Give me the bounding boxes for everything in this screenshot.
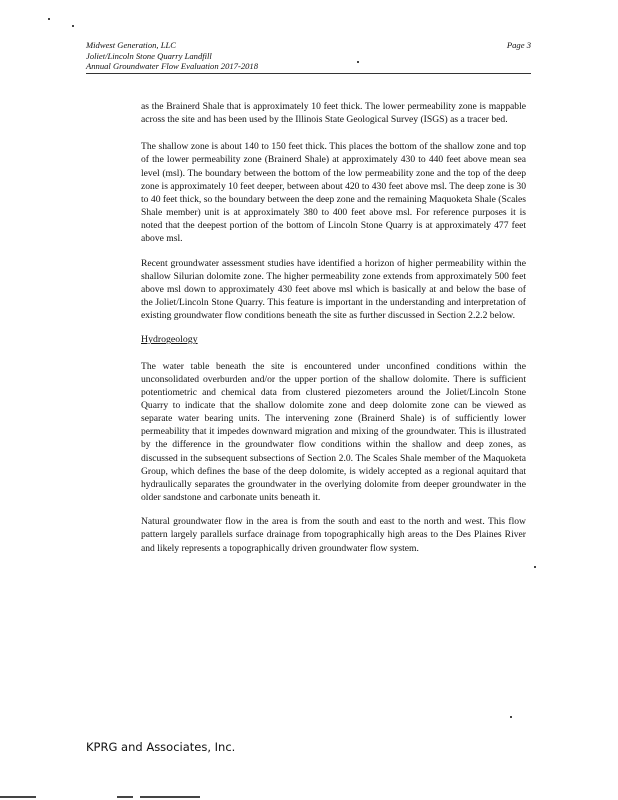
footer-company: KPRG and Associates, Inc.	[86, 740, 236, 754]
scan-speck	[534, 566, 536, 568]
header-site: Joliet/Lincoln Stone Quarry Landfill	[86, 50, 212, 61]
section-heading-hydrogeology: Hydrogeology	[141, 334, 198, 346]
document-body	[141, 100, 526, 566]
paragraph-water-table: The water table beneath the site is encountered under unconfined conditions within the unconsolidated overburden and/or the upper portion of the shallow dolomite. There is sufficient potentiometric and chemical data from clustered piezometers around the Joliet/Lincoln Stone Quarry to indicate that the shallow dolomite zone and deep dolomite zone can be viewed as separate water bearing units. The intervening zone (Brainerd Shale) is of sufficiently lower permeability that it impedes downward migration and mixing of the groundwater. This is illustrated by the difference in the groundwater flow conditions within the shallow and deep zones, as discussed in the subsequent subsections of Section 2.0. The Scales Shale member of the Maquoketa Group, which defines the base of the deep dolomite, is widely accepted as a regional aquitard that hydraulically separates the groundwater in the overlying dolomite from deeper groundwater in the older sandstone and carbonate units beneath it.	[141, 360, 526, 504]
paragraph-natural-flow: Natural groundwater flow in the area is from the south and east to the north and west. This flow pattern largely parallels surface drainage from topographically high areas to the Des Plaines River and likely represents a topographically driven groundwater flow system.	[141, 516, 526, 554]
paragraph-zone-elevations: The shallow zone is about 140 to 150 feet thick. This places the bottom of the shallow zone and top of the lower permeability zone (Brainerd Shale) at approximately 430 to 440 feet above mean sea level (msl). The boundary between the bottom of the low permeability zone and the top of the deep zone is approximately 10 feet deeper, between about 420 to 430 feet above msl. The deep zone is 30 to 40 feet thick, so the boundary between the deep zone and the remaining Maquoketa Shale (Scales Shale member) unit is at approximately 380 to 400 feet above msl. For reference purposes it is noted that the deepest portion of the bottom of Lincoln Stone Quarry is at approximately 477 feet above msl.	[141, 141, 526, 245]
page-number: Page 3	[506, 40, 531, 50]
scan-speck	[357, 61, 359, 63]
header-company: Midwest Generation, LLC	[86, 40, 176, 50]
page-header	[86, 40, 531, 72]
scan-speck	[72, 25, 74, 27]
scan-speck	[48, 18, 50, 20]
scan-edge-mark	[0, 796, 36, 798]
scan-speck	[510, 716, 512, 718]
scan-edge-mark	[117, 796, 133, 798]
paragraph-geology-continued: as the Brainerd Shale that is approximately 10 feet thick. The lower permeability zone is mappable across the site and has been used by the Illinois State Geological Survey (ISGS) as a tracer bed.	[141, 101, 526, 126]
scan-edge-mark	[140, 796, 200, 798]
header-divider	[86, 73, 531, 74]
paragraph-higher-permeability: Recent groundwater assessment studies have identified a horizon of higher permeability within the shallow Silurian dolomite zone. The higher permeability zone extends from approximately 500 feet above msl down to approximately 430 feet above msl which is basically at and below the base of the Joliet/Lincoln Stone Quarry. This feature is important in the understanding and interpretation of existing groundwater flow conditions beneath the site as further discussed in Section 2.2.2 below.	[141, 257, 526, 322]
header-report-title: Annual Groundwater Flow Evaluation 2017-2018	[86, 61, 259, 71]
